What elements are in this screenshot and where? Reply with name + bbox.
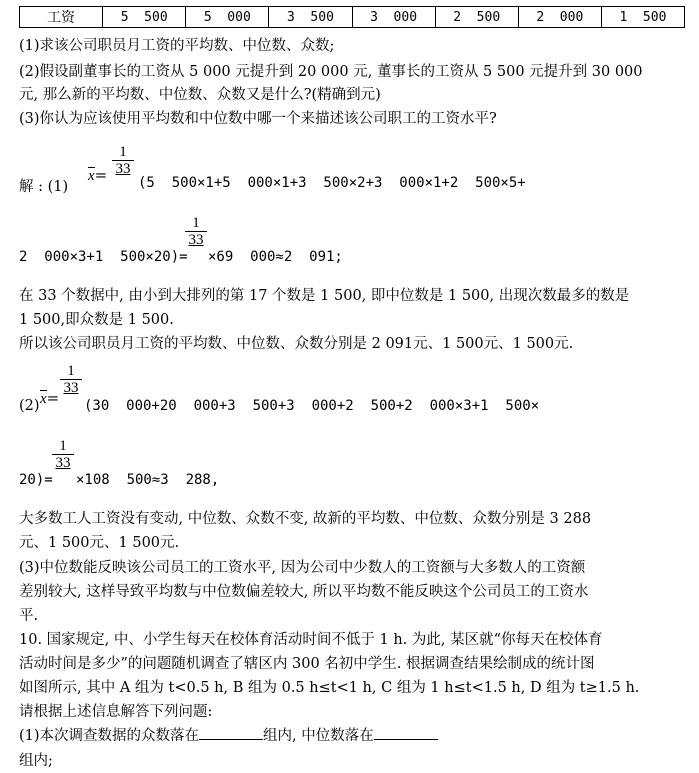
- question-2-line-2: 元, 那么新的平均数、中位数、众数又是什么?(精确到元): [19, 87, 381, 103]
- question-10-part-1-end: 组内;: [19, 753, 53, 769]
- solution-1-prefix: 解 : (1): [19, 179, 69, 195]
- fraction: [185, 215, 207, 248]
- solution-1-expression: (5 500×1+5 000×1+3 500×2+3 000×1+2 500×5+: [138, 175, 526, 191]
- solution-2-prefix: (2): [19, 398, 40, 414]
- fraction-numerator: 1: [59, 438, 67, 454]
- table-cell: 5 500: [103, 7, 186, 28]
- fraction-numerator: 1: [192, 215, 200, 231]
- fraction: [112, 144, 134, 177]
- paragraph-summary-1: 所以该公司职员月工资的平均数、中位数、众数分别是 2 091元、1 500元、1 500元.: [19, 336, 574, 352]
- x-bar-symbol: x: [88, 168, 95, 184]
- equals-sign: =: [46, 389, 60, 407]
- table-header-cell: 工资: [20, 7, 103, 28]
- solution-1-line-2-prefix: 2 000×3+1 500×20)=: [19, 249, 188, 265]
- answer-blank[interactable]: [199, 727, 263, 740]
- paragraph-new-stats-1: 大多数工人工资没有变动, 中位数、众数不变, 故新的平均数、中位数、众数分别是 3 288: [19, 511, 592, 527]
- answer-blank[interactable]: [374, 727, 438, 740]
- fraction-denominator: 33: [60, 379, 82, 396]
- question-10-line-3: 如图所示, 其中 A 组为 t<0.5 h, B 组为 0.5 h≤t<1 h, C 组为 1 h≤t<1.5 h, D 组为 t≥1.5 h.: [19, 680, 640, 696]
- table-row: [20, 7, 685, 28]
- question-2-line-1: (2)假设副董事长的工资从 5 000 元提升到 20 000 元, 董事长的工资从 5 500 元提升到 30 000: [19, 64, 643, 80]
- equals-sign: =: [94, 166, 108, 184]
- table-cell: 2 000: [518, 7, 601, 28]
- fraction-numerator: 1: [119, 144, 127, 160]
- fraction-denominator: 33: [185, 231, 207, 248]
- fraction-denominator: 33: [52, 454, 74, 471]
- solution-1-line-2-result: ×69 000≈2 091;: [208, 249, 343, 265]
- paragraph-median-1: 在 33 个数据中, 由小到大排列的第 17 个数是 1 500, 即中位数是 1 500, 出现次数最多的数是: [19, 288, 630, 304]
- salary-table: [19, 6, 685, 28]
- question-10-line-2: 活动时间是多少”的问题随机调查了辖区内 300 名初中学生. 根据调查结果绘制成的统计图: [19, 656, 595, 672]
- question-10-part-1-middle: 组内, 中位数落在: [263, 728, 374, 744]
- solution-2-line-2-prefix: 20)=: [19, 472, 53, 488]
- question-10-line-1: 10. 国家规定, 中、小学生每天在校体育活动时间不低于 1 h. 为此, 某区就“你每天在校体育: [19, 632, 603, 648]
- solution-2-expression: (30 000+20 000+3 500+3 000+2 500+2 000×3+1 500×: [84, 398, 540, 414]
- question-10-part-1: [19, 724, 438, 745]
- table-cell: 1 500: [601, 7, 684, 28]
- fraction: [60, 363, 82, 396]
- fraction-numerator: 1: [67, 363, 75, 379]
- paragraph-median-2: 1 500,即众数是 1 500.: [19, 312, 174, 328]
- question-10-part-1-prefix: (1)本次调查数据的众数落在: [19, 728, 200, 744]
- question-10-line-4: 请根据上述信息解答下列问题:: [19, 704, 213, 720]
- table-cell: 3 000: [352, 7, 435, 28]
- paragraph-reason-3: 平.: [19, 608, 39, 624]
- fraction: [52, 438, 74, 471]
- paragraph-reason-1: (3)中位数能反映该公司员工的工资水平, 因为公司中少数人的工资额与大多数人的工资额: [19, 560, 586, 576]
- question-1: (1)求该公司职员月工资的平均数、中位数、众数;: [19, 38, 335, 54]
- table-cell: 5 000: [186, 7, 269, 28]
- x-bar-symbol: x: [40, 391, 47, 407]
- table-cell: 2 500: [435, 7, 518, 28]
- paragraph-new-stats-2: 元、1 500元、1 500元.: [19, 535, 180, 551]
- fraction-denominator: 33: [112, 160, 134, 177]
- table-cell: 3 500: [269, 7, 352, 28]
- solution-2-line-2-result: ×108 500≈3 288,: [76, 472, 220, 488]
- question-3: (3)你认为应该使用平均数和中位数中哪一个来描述该公司职工的工资水平?: [19, 111, 497, 127]
- paragraph-reason-2: 差别较大, 这样导致平均数与中位数偏差较大, 所以平均数不能反映这个公司员工的工资水: [19, 584, 589, 600]
